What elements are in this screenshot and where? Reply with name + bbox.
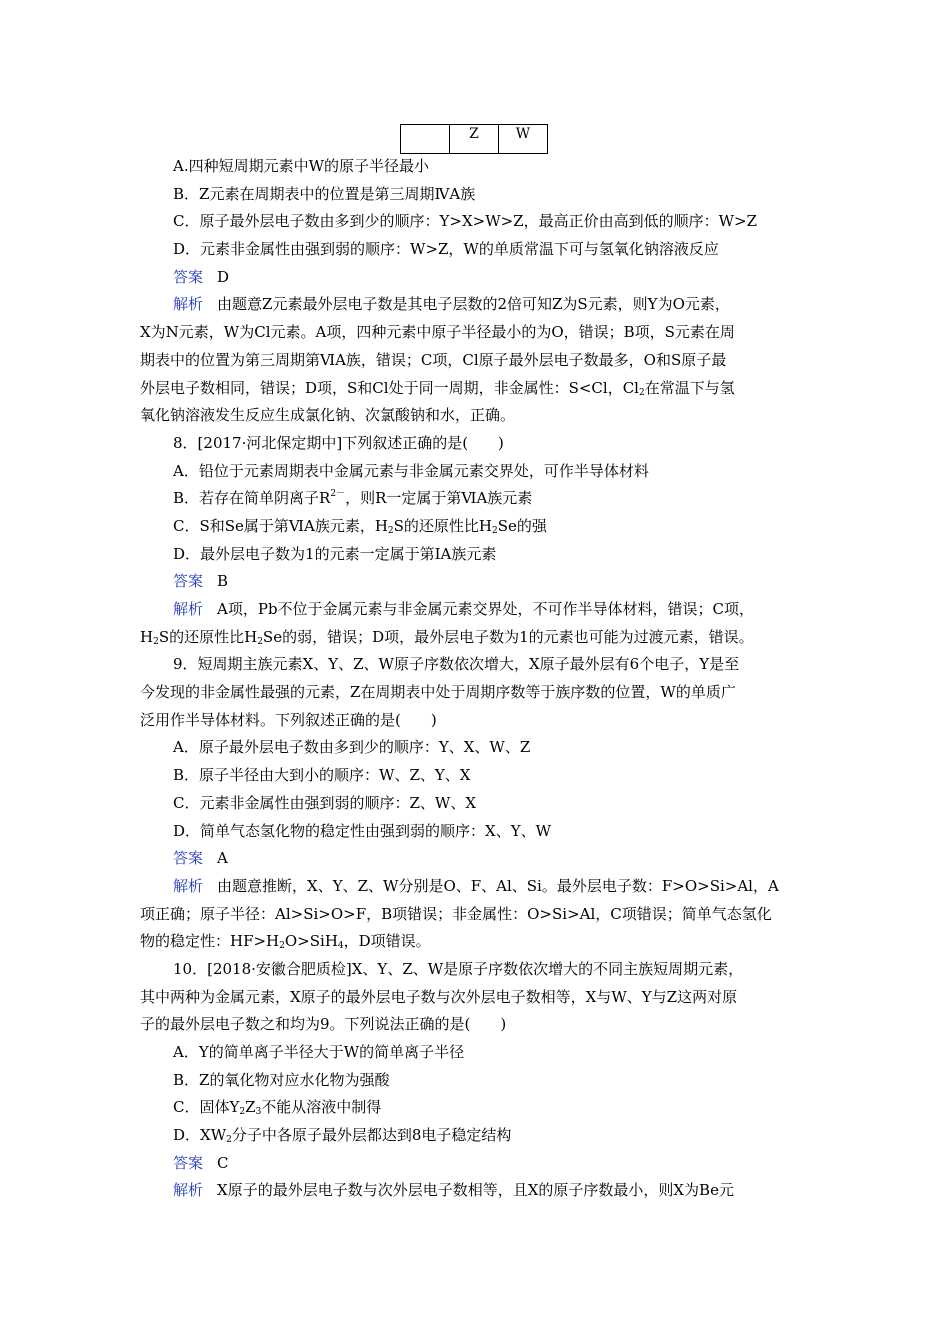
answer-label: 答案 xyxy=(173,572,204,591)
q8-option-c xyxy=(140,513,820,541)
q10-stem: 其中两种为金属元素，X原子的最外层电子数与次外层电子数相等，X与W、Y与Z这两对原 xyxy=(140,987,738,1006)
subscript: 2 xyxy=(279,941,285,952)
q10-answer-value: C xyxy=(217,1153,229,1172)
subscript: 2 xyxy=(257,636,263,647)
answer-label: 答案 xyxy=(173,267,204,286)
subscript: 2 xyxy=(153,636,159,647)
option-text: D．XW xyxy=(173,1126,227,1145)
analysis-text: 由题意Z元素最外层电子数是其电子层数的2倍可知Z为S元素，则Y为O元素， xyxy=(217,295,730,314)
q10-analysis-line xyxy=(140,1177,820,1205)
table-cell-z: Z xyxy=(450,125,499,154)
superscript: 2－ xyxy=(330,489,346,500)
analysis-label: 解析 xyxy=(173,295,204,314)
q9-stem: 今发现的非金属性最强的元素，Z在周期表中处于周期序数等于族序数的位置，W的单质广 xyxy=(140,683,736,702)
q10-option-a: A．Y的简单离子半径大于W的简单离子半径 xyxy=(173,1043,465,1061)
q7-analysis-line xyxy=(140,375,820,403)
option-text: 分子中各原子最外层都达到8电子稳定结构 xyxy=(231,1126,512,1145)
table-cell-w: W xyxy=(499,125,548,154)
analysis-text: H xyxy=(140,627,154,646)
q8-option-d: D．最外层电子数为1的元素一定属于第ⅠA族元素 xyxy=(173,544,497,563)
analysis-text: Se的弱，错误；D项，最外层电子数为1的元素也可能为过渡元素，错误。 xyxy=(262,627,754,646)
subscript: 2 xyxy=(239,1107,246,1118)
q7-option-d: D．元素非金属性由强到弱的顺序：W>Z，W的单质常温下可与氢氧化钠溶液反应 xyxy=(173,240,719,259)
q10-stem: 10．[2018·安徽合肥质检]X、Y、Z、W是原子序数依次增大的不同主族短周期元素， xyxy=(173,959,744,978)
analysis-label: 解析 xyxy=(173,600,204,618)
q7-option-a: A.四种短周期元素中W的原子半径最小 xyxy=(173,157,430,175)
q9-option-a: A．原子最外层电子数由多到少的顺序：Y、X、W、Z xyxy=(173,738,531,757)
analysis-text: 外层电子数相同，错误；D项，S和Cl处于同一周期，非金属性：S<Cl，Cl xyxy=(140,378,639,397)
option-text: Z xyxy=(245,1098,256,1117)
question-content xyxy=(140,153,820,1205)
q10-answer xyxy=(140,1150,820,1178)
analysis-text: 在常温下与氢 xyxy=(644,378,735,397)
analysis-text: X原子的最外层电子数与次外层电子数相等，且X的原子序数最小，则X为Be元 xyxy=(217,1181,734,1200)
q9-option-b: B．原子半径由大到小的顺序：W、Z、Y、X xyxy=(173,766,471,785)
q8-answer-value: B xyxy=(217,572,229,591)
analysis-text: A项，Pb不位于金属元素与非金属元素交界处，不可作半导体材料，错误；C项， xyxy=(217,600,755,618)
analysis-text: 物的稳定性：HF>H xyxy=(140,932,280,951)
q10-stem: 子的最外层电子数之和均为9。下列说法正确的是( ) xyxy=(140,1015,507,1034)
option-text: 不能从溶液中制得 xyxy=(261,1098,382,1117)
q7-answer xyxy=(140,264,820,292)
option-text: ，则R一定属于第ⅥA族元素 xyxy=(345,489,533,508)
subscript: 2 xyxy=(387,525,394,536)
table-cell-empty xyxy=(401,125,450,154)
q9-answer xyxy=(140,845,820,873)
subscript: 2 xyxy=(638,387,645,398)
q8-analysis-line xyxy=(140,596,820,624)
subscript: 2 xyxy=(226,1135,232,1146)
q9-stem: 泛用作半导体材料。下列叙述正确的是( ) xyxy=(140,710,437,729)
q9-option-c: C．元素非金属性由强到弱的顺序：Z、W、X xyxy=(173,793,476,812)
q7-analysis-line xyxy=(140,291,820,319)
q8-analysis-line xyxy=(140,624,820,652)
option-text: C．固体Y xyxy=(173,1098,240,1117)
periodic-table-fragment xyxy=(400,124,548,154)
option-text: C．S和Se属于第ⅥA族元素，H xyxy=(173,516,388,535)
q7-analysis-line: 期表中的位置为第三周期第ⅥA族，错误；C项，Cl原子最外层电子数最多，O和S原子最 xyxy=(140,350,727,369)
q9-analysis-line xyxy=(140,928,820,956)
q10-option-b: B．Z的氧化物对应水化物为强酸 xyxy=(173,1070,390,1089)
answer-label: 答案 xyxy=(173,849,204,868)
analysis-text: O>SiH xyxy=(284,932,338,951)
analysis-text: ，D项错误。 xyxy=(343,932,431,951)
q7-analysis-line: 氧化钠溶液发生反应生成氯化钠、次氯酸钠和水，正确。 xyxy=(140,406,516,425)
q7-option-b: B．Z元素在周期表中的位置是第三周期ⅣA族 xyxy=(173,184,476,203)
analysis-text: 由题意推断，X、Y、Z、W分别是O、F、Al、Si。最外层电子数：F>O>Si>Al，A xyxy=(217,876,779,895)
q7-option-c: C．原子最外层电子数由多到少的顺序：Y>X>W>Z，最高正价由高到低的顺序：W>Z xyxy=(173,212,758,231)
q9-answer-value: A xyxy=(217,849,228,868)
q8-answer xyxy=(140,568,820,596)
q10-option-d xyxy=(140,1122,820,1150)
q9-analysis-line xyxy=(140,873,820,901)
q9-option-d: D．简单气态氢化物的稳定性由强到弱的顺序：X、Y、W xyxy=(173,821,552,840)
q7-analysis-line: X为N元素，W为Cl元素。A项，四种元素中原子半径最小的为O，错误；B项，S元素在周 xyxy=(140,323,735,342)
q9-stem: 9．短周期主族元素X、Y、Z、W原子序数依次增大，X原子最外层有6个电子，Y是至 xyxy=(173,655,740,674)
subscript: 3 xyxy=(255,1107,262,1118)
option-text: B．若存在简单阴离子R xyxy=(173,489,331,508)
analysis-text: S的还原性比H xyxy=(158,627,258,646)
q8-stem: 8．[2017·河北保定期中]下列叙述正确的是( ) xyxy=(173,433,504,452)
subscript: 4 xyxy=(337,941,344,952)
q8-option-a: A．铅位于元素周期表中金属元素与非金属元素交界处，可作半导体材料 xyxy=(173,461,649,480)
analysis-label: 解析 xyxy=(173,876,204,895)
option-text: Se的强 xyxy=(497,516,547,535)
option-text: S的还原性比H xyxy=(393,516,493,535)
analysis-label: 解析 xyxy=(173,1181,204,1200)
answer-label: 答案 xyxy=(173,1153,204,1172)
q9-analysis-line: 项正确；原子半径：Al>Si>O>F，B项错误；非金属性：O>Si>Al，C项错误；简单气态氢化 xyxy=(140,904,772,923)
subscript: 2 xyxy=(492,525,498,536)
q10-option-c xyxy=(140,1094,820,1122)
q7-answer-value: D xyxy=(217,267,230,286)
q8-option-b xyxy=(140,485,820,513)
